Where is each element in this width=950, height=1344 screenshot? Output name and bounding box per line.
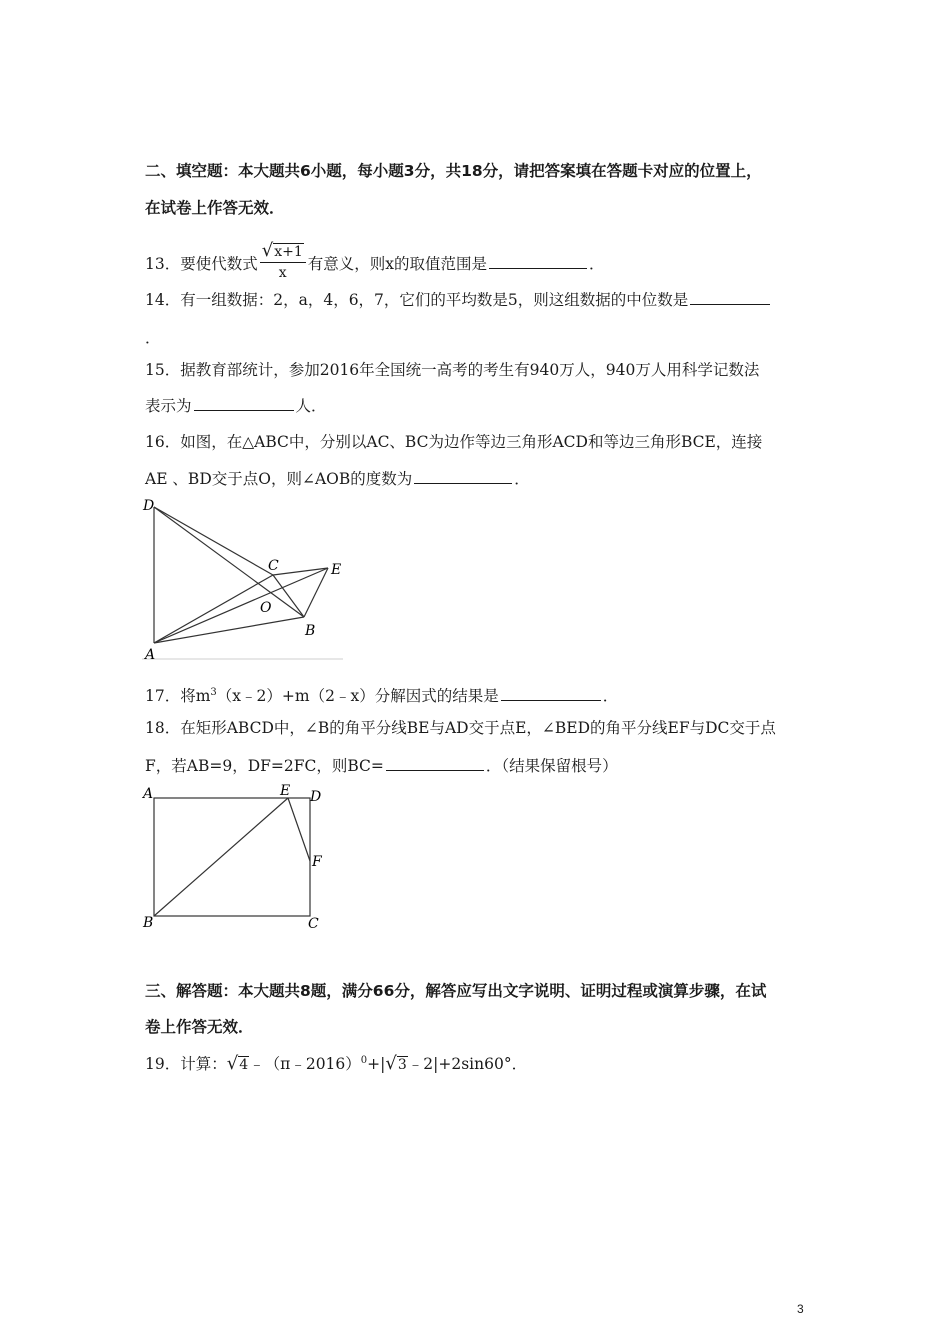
segment-EF (288, 798, 310, 861)
q13-answer-blank[interactable] (489, 267, 587, 269)
question-16-line2: AE 、BD交于点O，则∠AOB的度数为 ． (145, 470, 530, 488)
label-F: F (312, 854, 322, 870)
section3-heading-line1: 三、解答题：本大题共8题，满分66分，解答应写出文字说明、证明过程或演算步骤，在试 (145, 982, 767, 1000)
question-14 (145, 293, 772, 309)
label-E: E (280, 783, 291, 799)
q13-fraction (260, 242, 306, 280)
label-O: O (260, 600, 272, 616)
question-16-line1: 16．如图，在△ABC中，分别以AC、BC为边作等边三角形ACD和等边三角形BCE，连接 (145, 433, 763, 451)
question-15-line1: 15．据教育部统计，参加2016年全国统一高考的考生有940万人，940万人用科学记数法 (145, 361, 760, 379)
label-C: C (308, 916, 319, 932)
segment-BE (154, 798, 288, 916)
q13-prefix: 13．要使代数式 (145, 255, 258, 273)
page-number: 3 (797, 1302, 804, 1316)
label-E: E (331, 562, 342, 578)
q13-suffix: 有意义，则x的取值范围是 (307, 255, 488, 273)
q14-end: ． (145, 329, 161, 347)
question-18-line2: F，若AB=9，DF=2FC，则BC= ．（结果保留根号） (145, 757, 618, 775)
q16-answer-blank[interactable] (414, 482, 512, 484)
q18-figure (140, 782, 330, 932)
label-B: B (305, 623, 316, 639)
label-A: A (145, 647, 156, 663)
q16-figure (140, 495, 345, 663)
q13-numerator: √x+1 (260, 242, 306, 263)
label-D: D (310, 789, 322, 805)
section2-heading-line2: 在试卷上作答无效． (145, 199, 285, 217)
label-D: D (143, 498, 155, 514)
question-13: 13．要使代数式 $\frac{√x+1}{x}$ 有意义，则x的取值范围是 ． (145, 240, 605, 281)
q19-sqrt-4: √4 (226, 1053, 249, 1074)
label-A: A (143, 786, 154, 802)
question-17: 17．将$m^3(x﹣2)+m(2﹣x)$分解因式的结果是 ． (145, 687, 619, 706)
q18-answer-blank[interactable] (386, 769, 484, 771)
question-18-line1: 18．在矩形ABCD中，∠B的角平分线BE与AD交于点E，∠BED的角平分线EF与DC交于点 (145, 719, 776, 737)
q17-answer-blank[interactable] (501, 699, 601, 701)
label-C: C (268, 558, 279, 574)
rectangle-ABCD (154, 798, 310, 916)
question-15-line2: 表示为 人． (145, 397, 327, 415)
question-19: 19．计算：√4﹣（π﹣2016）$^0$+|√3﹣2|+2sin60°． (145, 1053, 528, 1074)
section3-heading-line2: 卷上作答无效． (145, 1018, 254, 1036)
q19-sqrt-3: √3 (385, 1053, 407, 1074)
q13-radicand: x+1 (274, 244, 303, 260)
q13-denominator: x (278, 265, 287, 281)
q15-answer-blank[interactable] (194, 409, 294, 411)
q14-answer-blank[interactable] (690, 303, 770, 305)
section2-heading-line1: 二、填空题：本大题共6小题，每小题3分，共18分，请把答案填在答题卡对应的位置上， (145, 162, 762, 180)
label-B: B (143, 915, 154, 931)
q14-text: 14．有一组数据：2，a，4，6，7，它们的平均数是5，则这组数据的中位数是 (145, 291, 689, 309)
